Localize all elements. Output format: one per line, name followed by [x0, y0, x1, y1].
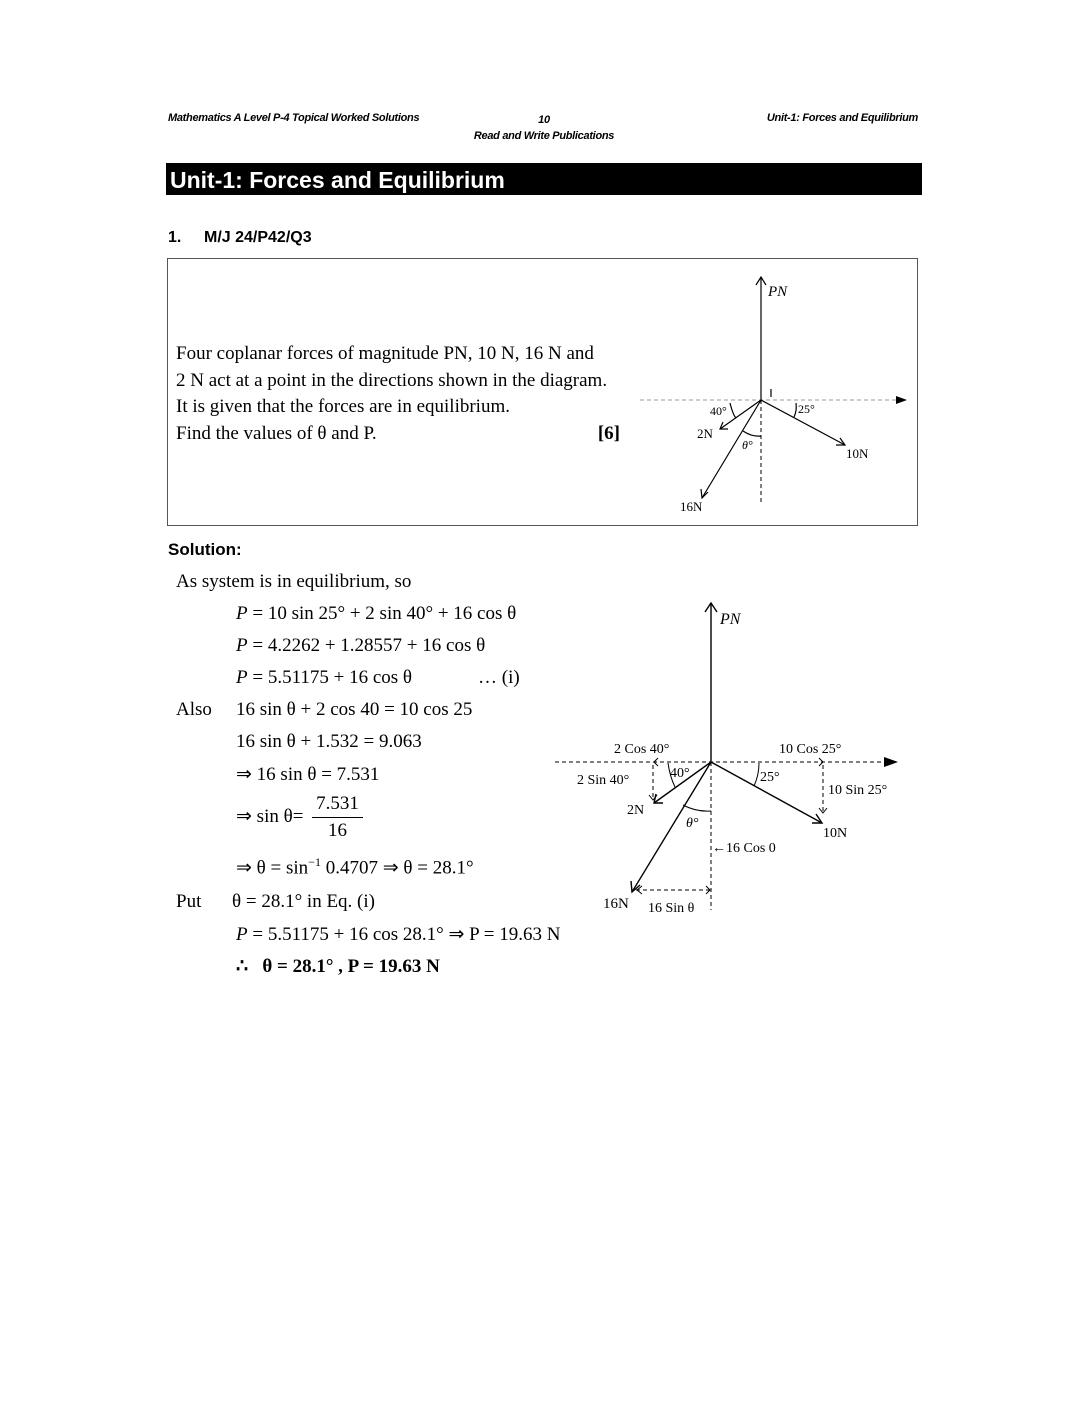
label-40: 40° [670, 766, 690, 781]
solution-intro: As system is in equilibrium, so [176, 571, 412, 592]
label-theta: θ° [686, 816, 699, 831]
question-text [176, 341, 620, 447]
equation-line: P = 10 sin 25° + 2 sin 40° + 16 cos θ [236, 603, 517, 624]
label-p: PN [768, 284, 788, 300]
question-reference: M/J 24/P42/Q3 [204, 229, 312, 246]
label-25: 25° [760, 770, 780, 785]
x-axis-arrowhead [884, 757, 898, 767]
label-2n: 2N [627, 803, 645, 818]
angle-arc-theta [743, 431, 761, 436]
fraction-denominator: 16 [328, 820, 348, 841]
marks: [6] [597, 422, 620, 444]
label-10cos25: 10 Cos 25° [779, 742, 842, 757]
question-number: 1. [168, 229, 182, 246]
put-label: Put [176, 891, 202, 912]
question-line-last [176, 421, 620, 448]
unit-title-bar: Unit-1: Forces and Equilibrium [166, 163, 922, 195]
publisher: Read and Write Publications [473, 130, 615, 142]
final-answer-line: ∴ θ = 28.1° , P = 19.63 N [236, 956, 440, 977]
running-header-left: Mathematics A Level P-4 Topical Worked Solutions [168, 112, 420, 124]
question-line: 2 N act at a point in the directions shown in the diagram. [176, 369, 608, 391]
sin-fraction-line: ⇒ sin θ= $\frac{7.531}{16}$ [236, 793, 363, 842]
force-16n [632, 762, 711, 892]
equation-line: ⇒ 16 sin θ = 7.531 [236, 764, 380, 785]
p-result-line: P = 5.51175 + 16 cos 28.1° ⇒ P = 19.63 N [236, 924, 561, 945]
label-2cos40: 2 Cos 40° [614, 742, 670, 757]
fraction-numerator: 7.531 [312, 793, 363, 818]
equation-line: 16 sin θ + 2 cos 40 = 10 cos 25 [236, 699, 473, 720]
x-axis-arrowhead [896, 396, 907, 404]
label-16cos: ←16 Cos 0 [712, 841, 776, 856]
question-title [168, 229, 312, 247]
equation-line: 16 sin θ + 1.532 = 9.063 [236, 731, 422, 752]
running-header-right: Unit-1: Forces and Equilibrium [766, 112, 918, 124]
equation-line: P = 4.2262 + 1.28557 + 16 cos θ [236, 635, 486, 656]
theta-result-line: ⇒ $\theta = \sin^{-1} 0.4707$ ⇒ θ = 28.1° [236, 855, 474, 879]
label-2sin40: 2 Sin 40° [577, 773, 630, 788]
page-number: 10 [538, 114, 550, 126]
angle-arc-25 [754, 763, 759, 786]
question-force-diagram [640, 265, 915, 520]
label-theta: θ° [742, 438, 753, 452]
question-line: Find the values of θ and P. [176, 422, 377, 444]
label-10sin25: 10 Sin 25° [828, 783, 888, 798]
label-40: 40° [710, 404, 727, 418]
running-header-center [0, 112, 1088, 144]
also-label: Also [176, 699, 212, 720]
fraction [312, 793, 363, 842]
put-text: θ = 28.1° in Eq. (i) [232, 891, 375, 912]
final-answer: θ = 28.1° , P = 19.63 N [262, 956, 440, 977]
label-10n: 10N [823, 826, 848, 841]
label-25: 25° [798, 402, 815, 416]
question-line: It is given that the forces are in equilibrium. [176, 396, 510, 417]
label-16sin: 16 Sin θ [648, 901, 695, 916]
equation-reference: … (i) [478, 667, 520, 688]
equation-line: P = 5.51175 + 16 cos θ [236, 667, 413, 688]
angle-arc-40 [730, 403, 736, 418]
question-line: Four coplanar forces of magnitude PN, 10 N, 16 N and [176, 343, 594, 364]
solution-force-diagram [550, 595, 910, 925]
label-16n: 16N [680, 499, 703, 514]
label-10n: 10N [846, 446, 869, 461]
label-2n: 2N [697, 426, 713, 441]
angle-arc-theta [683, 805, 711, 811]
angle-arc-25 [794, 403, 796, 417]
label-p: PN [720, 611, 741, 628]
label-16n: 16N [603, 896, 629, 912]
solution-heading: Solution: [168, 540, 242, 559]
